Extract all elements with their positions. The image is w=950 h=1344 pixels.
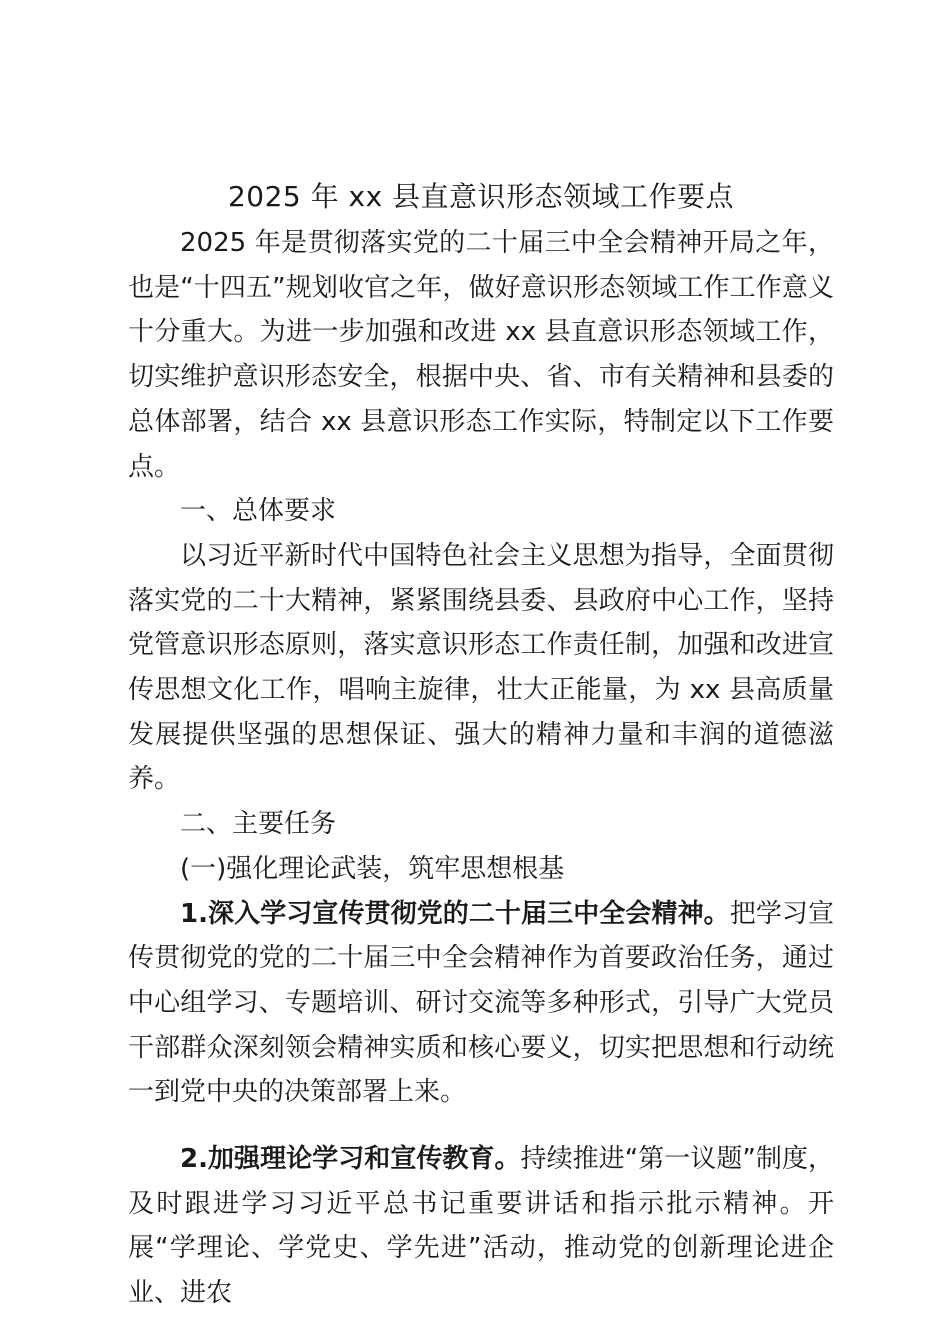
- paragraph-spacer: [128, 1115, 834, 1137]
- section-heading-main-tasks: 二、主要任务: [180, 809, 337, 840]
- section-heading-general-requirements: 一、总体要求: [180, 496, 337, 527]
- task-item-1-body: 把学习宣传贯彻党的党的二十届三中全会精神作为首要政治任务，通过中心组学习、专题培训、研讨交流等多种形式，引导广大党员干部群众深刻领会精神实质和核心要义，切实把思想和行动统一到党中央的决策部署上来。: [128, 898, 834, 1108]
- intro-paragraph: 2025 年是贯彻落实党的二十届三中全会精神开局之年，也是“十四五”规划收官之年，做好意识形态领域工作工作意义十分重大。为进一步加强和改进 xx 县直意识形态领域工作，切实维护意识形态安全，根据中央、省、市有关精神和县委的总体部署，结合 xx 县意识形态工作实际，特制定以下工作要点。: [128, 228, 834, 482]
- task-item-2-body: 持续推进“第一议题”制度，及时跟进学习习近平总书记重要讲话和指示批示精神。开展“学理论、学党史、学先进”活动，推动党的创新理论进企业、进农: [128, 1144, 834, 1309]
- subsection-heading-theory: (一)强化理论武装，筑牢思想根基: [180, 853, 565, 884]
- task-item-1: [128, 892, 834, 1116]
- task-item-1-lead: 1.深入学习宣传贯彻党的二十届三中全会精神。: [180, 898, 730, 929]
- document-body: [128, 173, 834, 1316]
- general-requirements-paragraph: 以习近平新时代中国特色社会主义思想为指导，全面贯彻落实党的二十大精神，紧紧围绕县委、县政府中心工作，坚持党管意识形态原则，落实意识形态工作责任制，加强和改进宣传思想文化工作，唱响主旋律，壮大正能量，为 xx 县高质量发展提供坚强的思想保证、强大的精神力量和丰润的道德滋养。: [128, 540, 834, 795]
- task-item-2: [128, 1137, 834, 1316]
- task-item-2-lead: 2.加强理论学习和宣传教育。: [180, 1144, 521, 1175]
- document-title: 2025 年 xx 县直意识形态领域工作要点: [227, 180, 735, 213]
